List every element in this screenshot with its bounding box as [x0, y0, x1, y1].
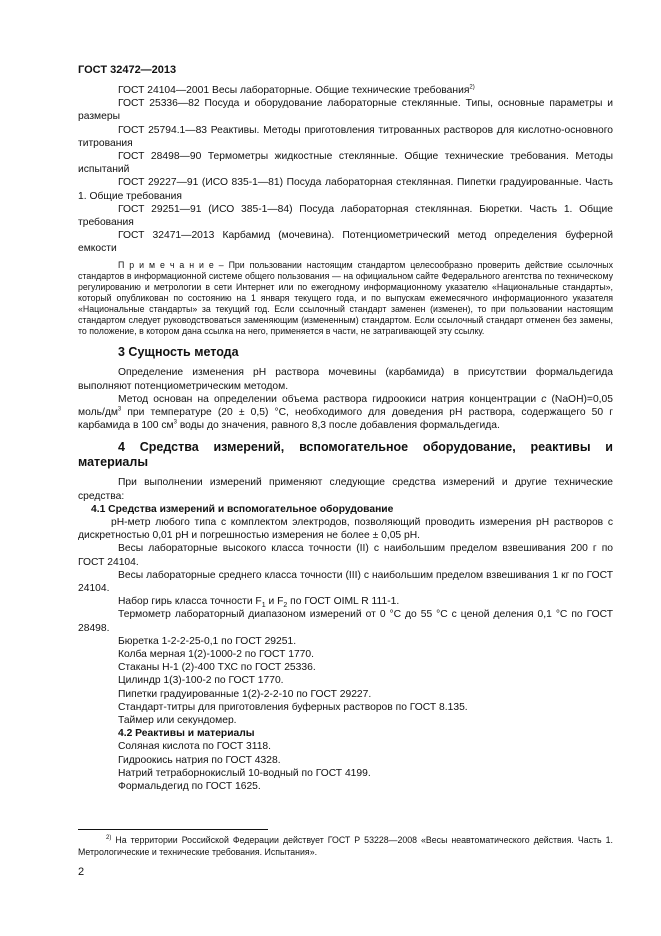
equipment-item: Весы лабораторные высокого класса точности (II) с наибольшим пределом взвешивания 200 г по ГОСТ 24104. — [78, 543, 613, 568]
equipment-item: Пипетки градуированные 1(2)-2-2-10 по ГОСТ 29227. — [118, 688, 372, 700]
footnote — [78, 835, 613, 858]
text-run: при температуре (20 ± 0,5) °С, необходимого для доведения рН раствора, содержащего 50 г карбамида в 100 см — [78, 406, 613, 432]
equipment-item: Таймер или секундомер. — [118, 714, 237, 726]
text-run: (NaOH)=0,05 моль/дм — [78, 393, 613, 418]
reference-line: ГОСТ 29227—91 (ИСО 835-1—81) Посуда лабораторная стеклянная. Пипетки градуированные. Часть 1. Общие требования — [78, 177, 613, 202]
document-header: ГОСТ 32472—2013 — [78, 64, 177, 76]
equipment-item — [78, 595, 613, 608]
subscript: 1 — [261, 602, 266, 610]
section-3-paragraph — [78, 393, 613, 433]
reference-line: ГОСТ 25794.1—83 Реактивы. Методы приготовления титрованных растворов для кислотно-основного титрования — [78, 124, 613, 149]
text-run: по ГОСТ OIML R 111-1. — [287, 596, 400, 608]
equipment-item: Колба мерная 1(2)-1000-2 по ГОСТ 1770. — [118, 648, 314, 660]
reference-line: ГОСТ 32471—2013 Карбамид (мочевина). Потенциометрический метод определения буферной емкости — [78, 230, 613, 255]
equipment-item: Бюретка 1-2-2-25-0,1 по ГОСТ 29251. — [118, 635, 297, 647]
text-run: и F — [265, 596, 284, 608]
page-content — [78, 84, 613, 793]
reagent-item: Натрий тетраборнокислый 10-водный по ГОСТ 4199. — [118, 767, 371, 779]
equipment-item: Цилиндр 1(3)-100-2 по ГОСТ 1770. — [118, 675, 284, 687]
footnote-divider — [78, 829, 268, 830]
reagent-item: Формальдегид по ГОСТ 1625. — [118, 780, 261, 792]
reference-line: ГОСТ 25336—82 Посуда и оборудование лабораторные стеклянные. Типы, основные параметры и размеры — [78, 98, 613, 123]
superscript: 3 — [117, 406, 122, 413]
equipment-item: Стаканы Н-1 (2)-400 ТХС по ГОСТ 25336. — [118, 662, 316, 674]
footnote-ref[interactable]: 2) — [469, 84, 475, 91]
reference-text: ГОСТ 24104—2001 Весы лабораторные. Общие технические требования — [118, 85, 470, 96]
subsection-4-2-heading: 4.2 Реактивы и материалы — [118, 728, 255, 740]
section-4-intro: При выполнении измерений применяют следующие средства измерений и другие технические средства: — [78, 477, 613, 502]
reference-line: ГОСТ 28498—90 Термометры жидкостные стеклянные. Общие технические требования. Методы испытаний — [78, 151, 613, 176]
equipment-item: Стандарт-титры для приготовления буферных растворов по ГОСТ 8.135. — [118, 701, 468, 713]
reference-line — [78, 84, 613, 97]
section-3-paragraph: Определение изменения рН раствора мочевины (карбамида) в присутствии формальдегида выполняют потенциометрическим методом. — [78, 367, 613, 392]
equipment-item: Термометр лабораторный диапазоном измерений от 0 °С до 55 °С с ценой деления 0,1 °С по ГОСТ 28498. — [78, 609, 613, 634]
note: П р и м е ч а н и е – При пользовании настоящим стандартом целесообразно проверить действие ссылочных стандартов в информационной системе общего пользования — на официальном сайте Федерального агентства по техническому регулированию и метрологии в сети Интернет или по ежегодному информационному указателю «Национальные стандарты», который опубликован по состоянию на 1 января текущего года, и по выпускам ежемесячного информационного указателя «Национальные стандарты» за текущий год. Если ссылочный стандарт заменен (изменен), то при пользовании настоящим стандартом следует руководствоваться заменяющим (измененным) стандартом. Если ссылочный стандарт отменен без замены, то положение, в котором дана ссылка на него, применяется в части, не затрагивающей эту ссылку. — [78, 259, 613, 337]
reagent-item: Гидроокись натрия по ГОСТ 4328. — [118, 754, 281, 766]
subsection-4-1-heading: 4.1 Средства измерений и вспомогательное оборудование — [91, 503, 394, 515]
equipment-item: Весы лабораторные среднего класса точности (III) с наибольшим пределом взвешивания 1 кг по ГОСТ 24104. — [78, 569, 613, 594]
reagent-item: Соляная кислота по ГОСТ 3118. — [118, 741, 272, 753]
text-run: Набор гирь класса точности F — [118, 596, 262, 608]
footnote-text: На территории Российской Федерации действует ГОСТ Р 53228—2008 «Весы неавтоматического действия. Часть 1. Метрологические и технические требования. Испытания». — [78, 835, 613, 857]
concentration-symbol: с — [541, 393, 547, 405]
superscript: 3 — [173, 419, 177, 426]
text-run: воды до значения, равного 8,3 после добавления формальдегида. — [176, 420, 500, 432]
reference-line: ГОСТ 29251—91 (ИСО 385-1—84) Посуда лабораторная стеклянная. Бюретки. Часть 1. Общие требования — [78, 203, 613, 229]
page-number: 2 — [78, 866, 85, 878]
section-3-heading: 3 Сущность метода — [118, 345, 239, 360]
section-4-heading: 4 Средства измерений, вспомогательное оборудование, реактивы и материалы — [78, 440, 613, 470]
equipment-item: рН-метр любого типа с комплектом электродов, позволяющий проводить измерения рН растворов с дискретностью 0,01 рН и погрешностью измерения не более ± 0,05 рН. — [78, 516, 613, 542]
subscript: 2 — [283, 602, 288, 610]
footnote-marker: 2) — [106, 835, 112, 842]
text-run: Метод основан на определении объема раствора гидроокиси натрия концентрации — [118, 393, 542, 405]
